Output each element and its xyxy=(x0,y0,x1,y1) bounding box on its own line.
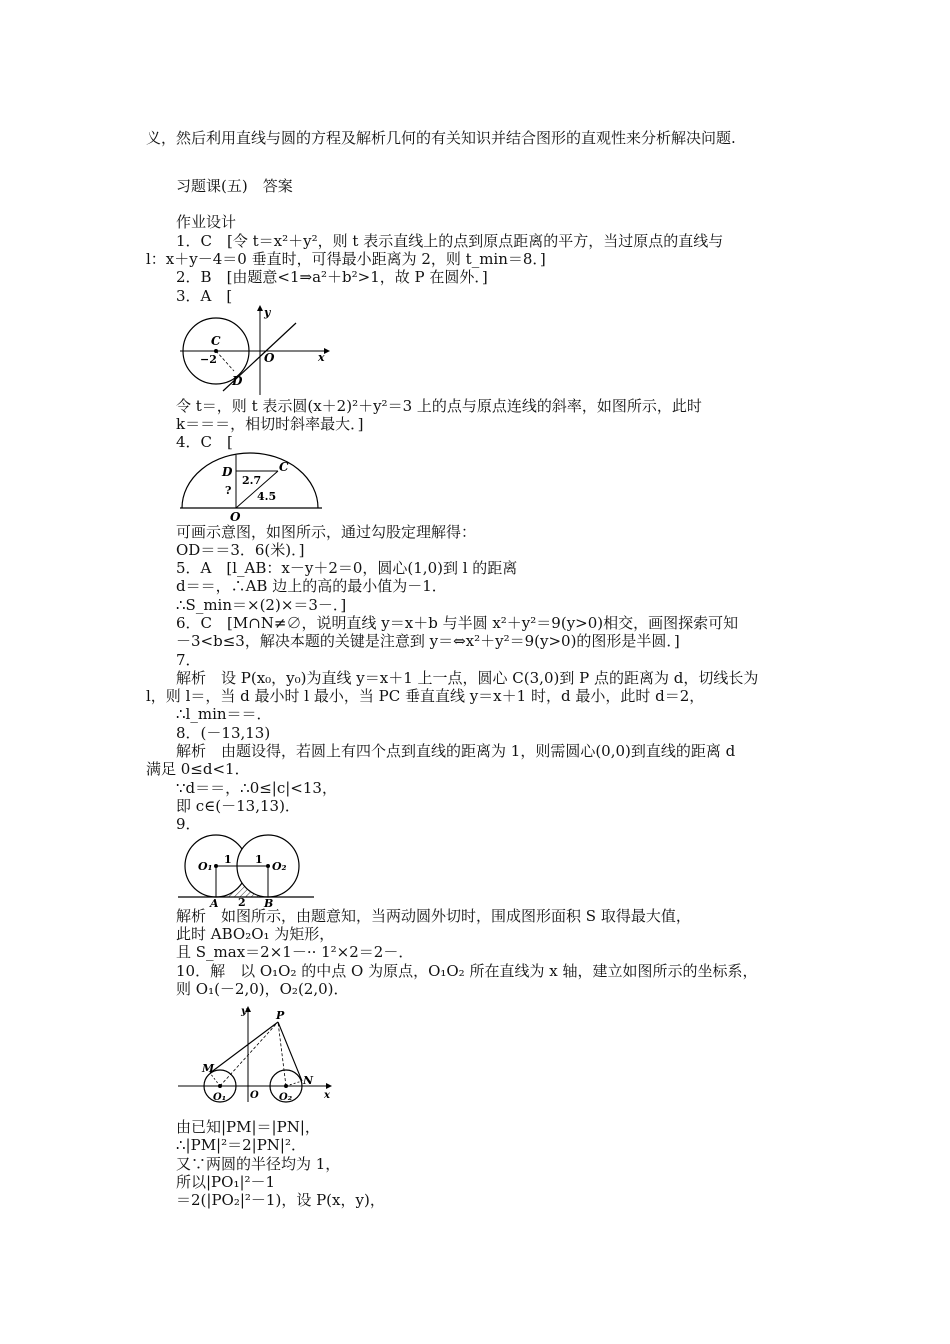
svg-text:x: x xyxy=(324,1090,330,1101)
svg-text:O: O xyxy=(250,1090,259,1101)
svg-text:C: C xyxy=(211,334,221,348)
svg-text:?: ? xyxy=(225,484,232,497)
q3-line: 3．A [ xyxy=(176,287,233,305)
svg-text:N: N xyxy=(303,1074,314,1087)
figure-q3-circle-tangent xyxy=(178,305,338,397)
q4-line-b: OD＝＝3．6(米)．] xyxy=(176,541,305,559)
q10-line-g: ＝2(|PO₂|²－1)，设 P(x，y)， xyxy=(176,1191,385,1209)
figure-q10-coordinate xyxy=(178,1004,338,1104)
svg-text:A: A xyxy=(210,897,219,908)
q8-line-a: 解析 由题设得，若圆上有四个点到直线的距离为 1，则需圆心(0,0)到直线的距离 d xyxy=(176,742,736,760)
svg-text:2: 2 xyxy=(238,896,246,908)
q2-line: 2．B [由题意<1⇒a²＋b²>1，故 P 在圆外．] xyxy=(176,268,488,286)
q10-line-b: 则 O₁(－2,0)，O₂(2,0)． xyxy=(176,980,349,998)
q10-line-a: 10．解 以 O₁O₂ 的中点 O 为原点，O₁O₂ 所在直线为 x 轴，建立如图所示的坐标系， xyxy=(176,962,758,980)
svg-text:x: x xyxy=(318,351,325,364)
q1-line-2: l：x＋y－4＝0 垂直时，可得最小距离为 2，则 t_min＝8．] xyxy=(146,250,546,268)
q4-line: 4．C [ xyxy=(176,433,233,451)
svg-text:O₂: O₂ xyxy=(272,860,287,873)
svg-text:P: P xyxy=(276,1009,285,1022)
q7-line-b: l，则 l＝，当 d 最小时 l 最小，当 PC 垂直直线 y＝x＋1 时，d 最小，此时 d＝2， xyxy=(146,687,705,705)
figure-q4-semicircle xyxy=(178,451,324,523)
q3-line-b: k＝＝＝，相切时斜率最大．] xyxy=(176,415,364,433)
figure-q9-two-circles xyxy=(178,834,314,908)
q1-line-1: 1．C [令 t＝x²＋y²，则 t 表示直线上的点到原点距离的平方，当过原点的直线与 xyxy=(176,232,724,250)
svg-text:−2: −2 xyxy=(200,353,217,366)
q10-line-e: 又∵两圆的半径均为 1， xyxy=(176,1155,341,1173)
q8-line-c: ∵d＝＝，∴0≤|c|<13， xyxy=(176,779,337,797)
svg-text:2.7: 2.7 xyxy=(242,474,262,487)
q8-line-d: 即 c∈(－13,13)． xyxy=(176,797,300,815)
svg-text:B: B xyxy=(264,897,274,908)
q6-line-b: －3<b≤3，解决本题的关键是注意到 y＝⇔x²＋y²＝9(y>0)的图形是半圆．] xyxy=(176,632,680,650)
q8-line-b: 满足 0≤d<1． xyxy=(146,760,250,778)
q10-line-c: 由已知|PM|＝|PN|， xyxy=(176,1118,320,1136)
q9-line-b: 此时 ABO₂O₁ 为矩形， xyxy=(176,925,335,943)
svg-text:O₁: O₁ xyxy=(198,860,213,873)
homework-heading: 作业设计 xyxy=(176,213,237,231)
q10-line-f: 所以|PO₁|²－1 xyxy=(176,1173,276,1191)
svg-text:O₁: O₁ xyxy=(213,1092,227,1103)
q8-line: 8．(－13,13) xyxy=(176,724,271,742)
q5-line-b: d＝＝，∴AB 边上的高的最小值为－1． xyxy=(176,577,447,595)
svg-text:C: C xyxy=(279,460,289,474)
intro-line: 义，然后利用直线与圆的方程及解析几何的有关知识并结合图形的直观性来分析解决问题. xyxy=(146,129,736,147)
q9-line-a: 解析 如图所示，由题意知，当两动圆外切时，围成图形面积 S 取得最大值， xyxy=(176,907,691,925)
q10-line-d: ∴|PM|²＝2|PN|²． xyxy=(176,1136,306,1154)
svg-text:4.5: 4.5 xyxy=(257,490,277,503)
q9-line-c: 且 S_max＝2×1－·· 1²×2＝2－． xyxy=(176,943,414,961)
q5-line-c: ∴S_min＝×(2)×＝3－．] xyxy=(176,596,347,614)
svg-text:1: 1 xyxy=(224,853,232,866)
svg-text:y: y xyxy=(264,306,271,319)
q6-line-a: 6．C [M∩N≠∅，说明直线 y＝x＋b 与半圆 x²＋y²＝9(y>0)相交，画图探索可知 xyxy=(176,614,739,632)
q9-line: 9． xyxy=(176,815,201,833)
svg-text:O: O xyxy=(264,351,275,365)
q7-line: 7． xyxy=(176,651,201,669)
q3-line-a: 令 t＝，则 t 表示圆(x＋2)²＋y²＝3 上的点与原点连线的斜率，如图所示，此时 xyxy=(176,397,702,415)
svg-text:D: D xyxy=(222,465,233,479)
svg-text:D: D xyxy=(232,374,243,388)
q7-line-a: 解析 设 P(x₀，y₀)为直线 y＝x＋1 上一点，圆心 C(3,0)到 P 点的距离为 d，切线长为 xyxy=(176,669,759,687)
svg-text:M: M xyxy=(202,1062,215,1075)
q5-line-a: 5．A [l_AB：x－y＋2＝0，圆心(1,0)到 l 的距离 xyxy=(176,559,518,577)
q7-line-c: ∴l_min＝＝． xyxy=(176,705,272,723)
svg-text:1: 1 xyxy=(255,853,263,866)
section-title: 习题课(五) 答案 xyxy=(176,177,293,195)
svg-text:y: y xyxy=(241,1006,247,1017)
svg-text:O₂: O₂ xyxy=(279,1092,293,1103)
q4-line-a: 可画示意图，如图所示，通过勾股定理解得： xyxy=(176,523,477,541)
svg-text:O: O xyxy=(230,510,241,523)
